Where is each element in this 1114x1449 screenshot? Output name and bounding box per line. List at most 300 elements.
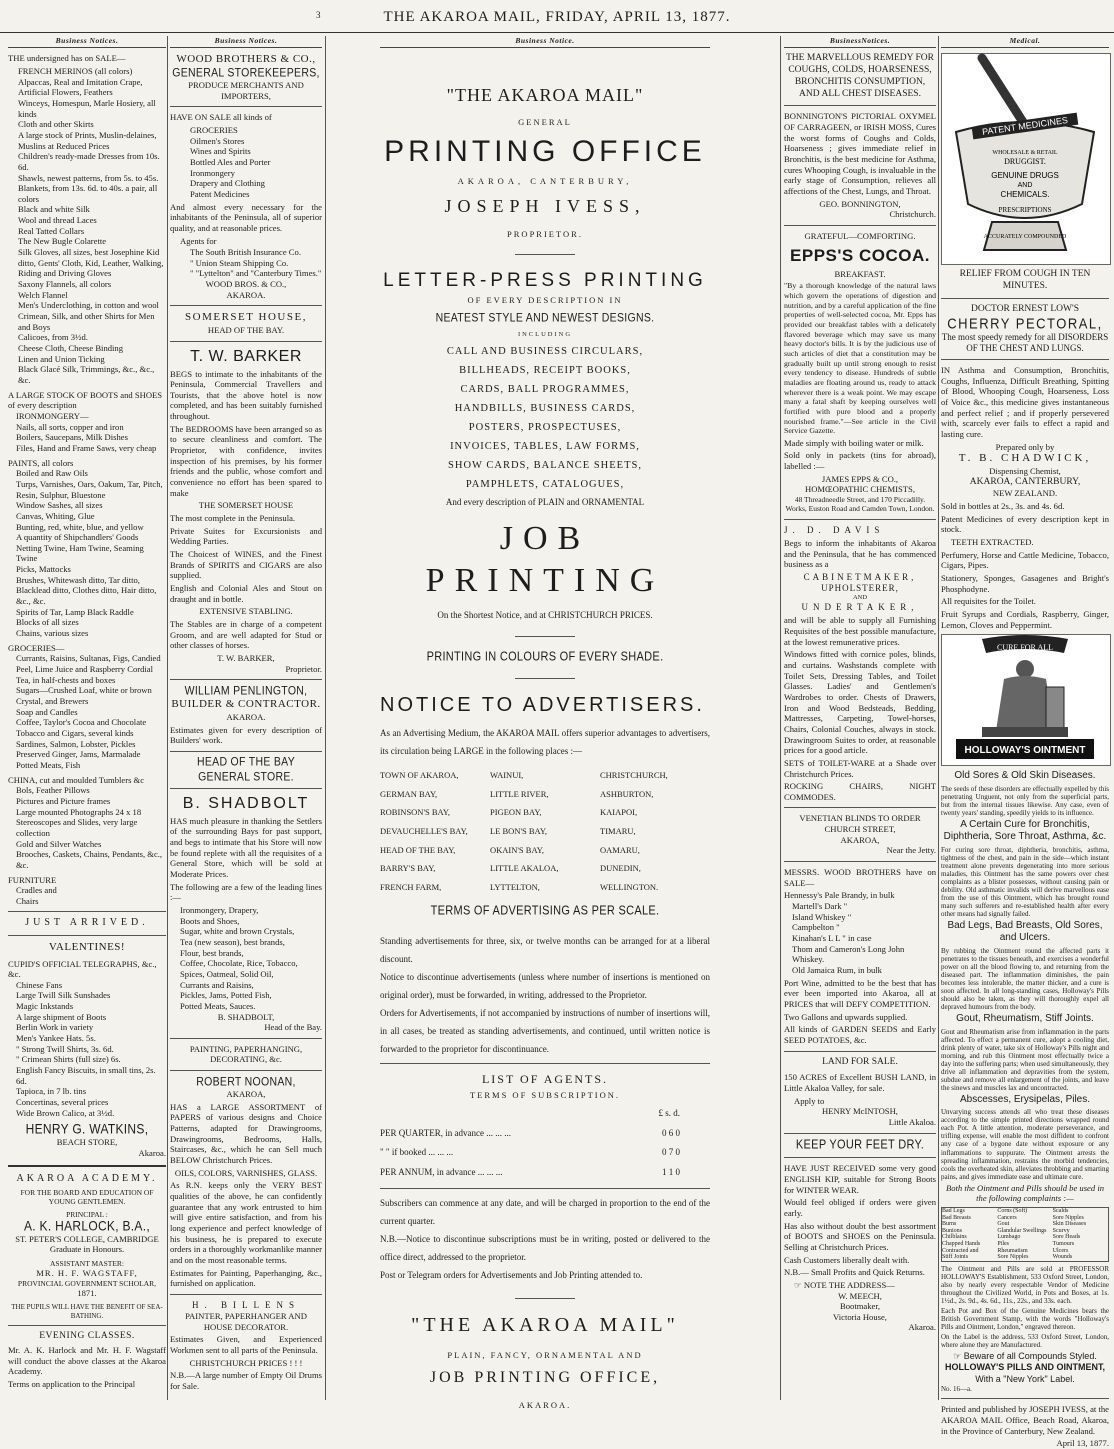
- list-item: Cradles and: [16, 885, 57, 896]
- list-item: ROBINSON'S BAY,: [380, 807, 451, 818]
- list-item: Nails, all sorts, copper and iron: [16, 421, 124, 432]
- relief-heading: RELIEF FROM COUGH IN TEN MINUTES.: [959, 269, 1091, 292]
- mortar-label-7: ACCURATELY COMPOUNDED: [983, 234, 1067, 241]
- list-item: Corns (Soft): [997, 1208, 1028, 1215]
- list-item: Skin Diseases: [1052, 1221, 1087, 1228]
- meech-trade: Bootmaker,: [840, 1301, 880, 1312]
- list-item: Scalds: [1052, 1208, 1069, 1215]
- list-item: A large stock of Prints, Muslin-delaines, Muslins at Reduced Prices: [18, 129, 157, 151]
- divider: [170, 1294, 322, 1295]
- penlington-trade: BUILDER & CONTRACTOR.: [171, 698, 321, 711]
- plain-ornamental: And every description of PLAIN and ORNAMENTAL: [445, 496, 645, 507]
- terms-subscription: TERMS OF SUBSCRIPTION.: [469, 1090, 621, 1101]
- general-label: GENERAL: [518, 116, 572, 127]
- list-item: Black Glacé Silk, Trimmings, &c., &c., &c.: [18, 364, 155, 385]
- noonan-text-2: OILS, COLORS, VARNISHES, GLASS.: [174, 1167, 318, 1178]
- principal-name: A. K. HARLOCK, B.A.,: [23, 1217, 151, 1234]
- venetian-near: Near the Jetty.: [886, 845, 936, 856]
- mortar-pestle-illustration: [941, 53, 1111, 265]
- divider: [8, 1165, 166, 1167]
- letterpress-heading: LETTER-PRESS PRINTING: [383, 269, 707, 291]
- footer-title: "THE AKAROA MAIL": [411, 1314, 679, 1337]
- cherry-text: IN Asthma and Consumption, Bronchitis, Coughs, Influenza, Difficult Breathing, Spitting of Blood, Whooping Cough, Hoarseness, Loss of Voice &c., this medicine gives instantaneous and perfect relief ; and if properly persevered with, scarcely ever fails to effect a rapid and lasting cure.: [941, 365, 1109, 439]
- list-item: Chapped Hands: [942, 1240, 981, 1247]
- list-item: Burns: [942, 1221, 957, 1228]
- list-item: Alpaccas, Real and Imitation Crape, Artificial Flowers, Feathers: [18, 76, 143, 98]
- billens-prices: CHRISTCHURCH PRICES ! ! !: [189, 1357, 303, 1368]
- list-shadbolt: [170, 905, 322, 1012]
- list-item: A large shipment of Boots: [16, 1011, 107, 1022]
- list-spirits: [784, 890, 936, 975]
- proprietor-name: JOSEPH IVESS,: [444, 195, 646, 216]
- complaints-table: [941, 1207, 1109, 1262]
- epps-cocoa: EPPS'S COCOA.: [790, 245, 930, 265]
- davis-name: J. D. DAVIS: [784, 524, 885, 535]
- barker-name: T. W. BARKER: [190, 347, 302, 365]
- divider: [784, 1051, 936, 1052]
- undertaker: UNDERTAKER,: [801, 602, 919, 613]
- venetian-place: AKAROA,: [840, 834, 880, 845]
- list-ironmongery: [8, 390, 166, 454]
- remedy-heading: THE MARVELLOUS REMEDY FOR COUGHS, COLDS, HOARSENESS, BRONCHITIS CONSUMPTION, AND ALL CHEST DISEASES.: [786, 53, 934, 99]
- list-item: Stereoscopes and Slides, very large collection: [16, 817, 138, 838]
- divider: [784, 1133, 936, 1134]
- list-china: [8, 775, 166, 871]
- seated-figure-icon: [942, 635, 1108, 765]
- noonan-text: HAS a LARGE ASSORTMENT of PAPERS of various designs and Choice Patterns, adapted for Drawingrooms, Drawingrooms, Bedrooms, Halls, Staircases, &c., which he can Sell much BELOW Christchurch Prices.: [170, 1101, 322, 1166]
- list-item: IRONMONGERY—: [16, 410, 89, 421]
- mortar-pestle-icon: [942, 54, 1108, 264]
- list-item: Currants and Raisins,: [180, 979, 254, 990]
- list-item: Linen and Union Ticking: [18, 353, 105, 364]
- list-item: A LARGE STOCK OF BOOTS and SHOES of every description: [8, 389, 163, 411]
- issue-date: April 13, 1877.: [1056, 1438, 1109, 1449]
- breakfast-label: BREAKFAST.: [834, 268, 886, 279]
- list-item: GROCERIES: [190, 124, 238, 135]
- towns-list: [380, 766, 710, 897]
- section-header: Business Notices.: [170, 36, 322, 48]
- divider: [515, 1298, 575, 1299]
- shadbolt-sign: B. SHADBOLT,: [217, 1011, 275, 1022]
- mortar-label-2: DRUGGIST.: [1004, 157, 1046, 167]
- epps-text-3: Sold only in packets (tins for abroad), labelled :—: [784, 450, 936, 472]
- column-3: [380, 36, 710, 1411]
- epps-sign-2: HOMŒOPATHIC CHEMISTS,: [805, 484, 915, 495]
- bad-legs-heading: Bad Legs, Bad Breasts, Old Sores, and Ulcers.: [947, 919, 1103, 944]
- shortest-notice: On the Shortest Notice, and at CHRISTCHURCH PRICES.: [437, 610, 653, 621]
- list-item: Sardines, Salmon, Lobster, Pickles: [16, 738, 136, 749]
- list-item: POSTERS, PROSPECTUSES,: [468, 421, 622, 433]
- epps-sign: JAMES EPPS & CO.,: [821, 473, 899, 484]
- stabling-heading: EXTENSIVE STABLING.: [199, 606, 293, 617]
- epps-text: "By a thorough knowledge of the natural laws which govern the operations of digestion and nutrition, and by a careful application of the fine properties of well-selected cocoa, Mr. Epps has provided our breakfast tables with a delicately flavored beverage which may save us many heavy doctor's bills. It is by the judicious use of such articles of diet that a constitution may be gradually built up until strong enough to resist every tendency to disease. Hundreds of subtle maladies are floating around us, ready to attack wherever there is a weak point. We may escape many a fatal shaft by keeping ourselves well fortified with pure blood and a properly nourished frame."—See article in the Civil Service Gazette.: [784, 281, 936, 436]
- list-agents: [170, 247, 322, 279]
- penlington-name: WILLIAM PENLINGTON,: [184, 684, 308, 699]
- list-item: Chinese Fans: [16, 979, 63, 990]
- mortar-label-1: WHOLESALE & RETAIL: [992, 150, 1058, 157]
- billens-note: N.B.—A large number of Empty Oil Drums for Sale.: [170, 1370, 322, 1392]
- teeth-extracted: TEETH EXTRACTED.: [951, 536, 1034, 547]
- list-item: PIGEON BAY,: [490, 807, 542, 818]
- colours-heading: PRINTING IN COLOURS OF EVERY SHADE.: [426, 649, 664, 664]
- keep-text-5: N.B.— Small Profits and Quick Returns.: [784, 1267, 925, 1278]
- cherry-subtitle: The most speedy remedy for all DISORDERS OF THE CHEST AND LUNGS.: [941, 331, 1109, 353]
- evening-terms: Terms on application to the Principal: [8, 1378, 136, 1389]
- job-printing: JOB PRINTING: [425, 520, 665, 600]
- somerset-house: SOMERSET HOUSE,: [185, 311, 307, 324]
- list-item: Sore Nipples: [997, 1254, 1029, 1261]
- holloway-pills: HOLLOWAY'S PILLS AND OINTMENT,: [945, 1362, 1105, 1373]
- including-label: INCLUDING: [517, 330, 573, 338]
- toilet-requisites: All requisites for the Toilet.: [941, 596, 1036, 607]
- list-item: Piles: [997, 1240, 1009, 1247]
- row-value: 0 6 0: [662, 1127, 680, 1138]
- wood-sign-place: AKAROA.: [226, 289, 266, 300]
- penlington-text: Estimates given for every description of Builders' work.: [170, 724, 322, 746]
- list-item: Black and white Silk: [18, 204, 90, 215]
- table-row: [380, 1163, 710, 1183]
- meech-house: Victoria House,: [833, 1311, 887, 1322]
- terms-advertising: TERMS OF ADVERTISING AS PER SCALE.: [430, 903, 660, 918]
- row-value: 1 1 0: [662, 1167, 680, 1178]
- list-item: Potted Meats, Fish: [16, 759, 81, 770]
- list-item: Scurvy: [1052, 1227, 1070, 1234]
- list-item: Drapery and Clothing: [190, 178, 265, 189]
- assistant-scholar: PROVINCIAL GOVERNMENT SCHOLAR,: [17, 1278, 157, 1288]
- davis-text-2: and will be able to supply all Furnishing Requisites of the best possible manufacture, at the lowest remunerative prices.: [784, 615, 936, 647]
- watkins-name: HENRY G. WATKINS,: [25, 1121, 149, 1138]
- academy-title: AKAROA ACADEMY.: [16, 1172, 158, 1184]
- keep-text-4: Cash Customers liberally dealt with.: [784, 1254, 910, 1265]
- land-apply: Apply to: [794, 1095, 825, 1106]
- list-item: Sore Nipples: [1052, 1214, 1084, 1221]
- list-item: Blankets, from 13s. 6d. to 40s. a pair, all colors: [18, 183, 158, 204]
- label-note-2: On the Label is the address, 533 Oxford Street, London, where alone they are Manufactured.: [941, 1333, 1109, 1350]
- list-item: CHRISTCHURCH,: [600, 770, 668, 781]
- divider: [170, 106, 322, 107]
- list-item: Ironmongery: [190, 167, 235, 178]
- divider: [380, 1063, 710, 1064]
- noonan-text-3: As R.N. keeps only the VERY BEST qualities of the above, he can confidently guarantee that any work entrusted to him will give entire satisfaction, and from his long experience and perfect knowledge of his business, he is prepared to execute orders in a thoroughly workmanlike manner and on the most reasonable terms.: [170, 1180, 322, 1265]
- noonan-text-4: Estimates for Painting, Paperhanging, &c., furnished on application.: [170, 1267, 322, 1289]
- para-orders: Orders for Advertisements, if not accompanied by instructions of number of insertions will, in all cases, be treated as standing advertisements, and continued, until written notice is forwarded to the proprietor for discontinuance.: [380, 1008, 710, 1055]
- list-item: INVOICES, TABLES, LAW FORMS,: [450, 440, 640, 452]
- divider: [515, 678, 575, 679]
- list-item: CUPID'S OFFICIAL TELEGRAPHS, &c., &c.: [8, 958, 157, 980]
- abscesses-text: Unvarying success attends all who treat these diseases according to the simple printed directions wrapped round each Pot. A little attention, moderate perseverance, and trifling expense, will enable the most diffident to confront any case of a bygone date without exposure or any inflammations to suppurate. The Ointment arrests the spreading inflammation, restrains the morbid tendencies, cools the overheated skin, alleviates throbbing and smarting pains, and gives immediate ease and ultimate cure.: [941, 1108, 1109, 1181]
- list-item: KAIAPOI,: [600, 807, 638, 818]
- list-item: Bottled Ales and Porter: [190, 156, 271, 167]
- wood-text: And almost every necessary for the inhabitants of the Peninsula, all of superior quality, and at reasonable prices.: [170, 201, 322, 233]
- list-item: Crimean, Silk, and other Shirts for Men and Boys: [18, 311, 155, 332]
- new-york-label: With a "New York" Label.: [975, 1373, 1075, 1384]
- list-item: FRENCH MERINOS (all colors): [18, 65, 133, 76]
- barker-text-3: The most complete in the Peninsula.: [170, 513, 296, 524]
- cure-banner: CURE FOR ALL: [996, 643, 1054, 653]
- barker-sign: T. W. BARKER,: [217, 652, 275, 663]
- sold-ointment: The Ointment and Pills are sold at PROFESSOR HOLLOWAY'S Establishment, 533 Oxford Street, London, also by nearly every respectable Vendor of Medicine throughout the Civilized World, in Pots and Boxes, at 1s. 1½d., 2s. 9d., 4s. 6d., 11s., 22s., and 33s. each.: [941, 1264, 1109, 1305]
- list-item: Thom and Cameron's Long John Whiskey.: [792, 943, 905, 965]
- list-item: Brushes, Whitewash ditto, Tar ditto, Blacklead ditto, Clothes ditto, Hair ditto, &c., &c.: [16, 574, 157, 607]
- list-item: TIMARU,: [600, 826, 636, 837]
- valentines-heading: VALENTINES!: [48, 940, 126, 953]
- epps-text-2: Made simply with boiling water or milk.: [784, 437, 924, 448]
- subs-header: £ s. d.: [658, 1107, 680, 1118]
- mail-title: "THE AKAROA MAIL": [446, 85, 644, 106]
- list-item: Flour, best brands,: [180, 947, 244, 958]
- shadbolt-text: HAS much pleasure in thanking the Settlers of the surrounding Bays for past support, and begs to intimate that his Store will now be found replete with all the requisites of a General Store, which will be sold at Moderate Prices.: [170, 815, 322, 879]
- shadbolt-name: B. SHADBOLT: [182, 794, 310, 812]
- land-text: 150 ACRES of Excellent BUSH LAND, in Little Akaloa Valley, for sale.: [784, 1072, 936, 1094]
- list-item: LITTLE RIVER,: [490, 788, 549, 799]
- footer-place: AKAROA.: [518, 1400, 572, 1411]
- college: ST. PETER'S COLLEGE, CAMBRIDGE: [15, 1233, 159, 1244]
- list-item: FRENCH FARM,: [380, 882, 442, 893]
- divider: [170, 1070, 322, 1071]
- list-item: Tea (new season), best brands,: [180, 936, 285, 947]
- list-item: Children's ready-made Dresses from 10s. 6d.: [18, 151, 160, 172]
- list-item: Potted Meats, Sauces.: [180, 1000, 256, 1011]
- wood-brothers-subtitle-2: PRODUCE MERCHANTS AND IMPORTERS,: [188, 79, 304, 101]
- divider: [784, 1157, 936, 1158]
- venetian-blinds: VENETIAN BLINDS TO ORDER: [799, 813, 921, 824]
- label-note: Each Pot and Box of the Genuine Medicines bears the British Government Stamp, with the words "Holloway's Pills and Ointment, London," engraved thereon.: [941, 1307, 1109, 1332]
- list-wood-items: [170, 125, 322, 200]
- assistant-name: MR. H. F. WAGSTAFF,: [36, 1268, 138, 1279]
- venetian-street: CHURCH STREET,: [824, 824, 896, 835]
- meech-name: W. MEECH,: [838, 1290, 882, 1301]
- list-item: Netting Twine, Ham Twine, Seaming Twine: [16, 542, 144, 564]
- list-item: HANDBILLS, BUSINESS CARDS,: [454, 402, 636, 414]
- list-item: OKAIN'S BAY,: [490, 844, 544, 855]
- list-item: Wool and thread Laces: [18, 215, 97, 226]
- list-item: Sore Heads: [1052, 1234, 1081, 1241]
- list-item: Preserved Ginger, Jams, Marmalade: [16, 749, 141, 760]
- list-item: Glandular Swellings: [997, 1227, 1047, 1234]
- mortar-label-6: PRESCRIPTIONS: [998, 206, 1052, 215]
- evening-classes: EVENING CLASSES.: [39, 1331, 135, 1342]
- para-discontinue: Notice to discontinue advertisements (unless where number of insertions is mentioned on original order), must be forwarded, in writing, addressed to the Proprietor.: [380, 972, 710, 1001]
- divider: [941, 1398, 1109, 1399]
- list-printing-products: [380, 345, 710, 491]
- list-item: Tumours: [1052, 1240, 1075, 1247]
- list-cupids: [8, 959, 166, 1119]
- list-item: Shawls, newest patterns, from 5s. to 45s.: [18, 172, 159, 183]
- holloway-illustration: [941, 634, 1111, 766]
- principal-label: PRINCIPAL :: [66, 1209, 108, 1219]
- epps-address: 48 Threadneedle Street, and 170 Piccadilly. Works, Euston Road and Camden Town, London.: [785, 495, 935, 514]
- divider: [8, 935, 166, 936]
- footer-job: JOB PRINTING OFFICE,: [429, 1369, 661, 1387]
- messrs-wood: MESSRS. WOOD BROTHERS have on SALE—: [784, 867, 936, 888]
- list-item: GERMAN BAY,: [380, 788, 438, 799]
- keep-text: HAVE JUST RECEIVED some very good ENGLISH KIP, suitable for Strong Boots for WINTER WEAR.: [784, 1163, 936, 1195]
- divider: [784, 105, 936, 106]
- divider: [170, 751, 322, 752]
- list-item: A quantity of Shipchandlers' Goods: [16, 532, 139, 543]
- chadwick-country: NEW ZEALAND.: [992, 488, 1058, 499]
- list-item: Bad Breasts: [942, 1214, 971, 1221]
- row-label: PER ANNUM, in advance ... ... ...: [380, 1167, 503, 1178]
- table-row: [380, 1124, 710, 1144]
- bonnington-place: Christchurch.: [889, 209, 936, 220]
- list-item: PAINTS, all colors: [8, 457, 74, 468]
- list-item: Blocks of all sizes: [16, 617, 79, 628]
- column-rule: [938, 36, 939, 1400]
- barker-sign-title: Proprietor.: [285, 663, 322, 674]
- subscription-table: [380, 1104, 710, 1183]
- davis-text-4: SETS of TOILET-WARE at a Shade over Christchurch Prices.: [784, 757, 936, 779]
- list-item: Concertinas, several prices: [16, 1097, 109, 1108]
- divider: [8, 911, 166, 912]
- noonan-place: AKAROA,: [226, 1089, 266, 1100]
- list-item: Men's Yankee Hats. 5s.: [16, 1033, 96, 1044]
- section-header: BusinessNotices.: [784, 36, 936, 48]
- ad-intro: THE undersigned has on SALE—: [8, 53, 126, 64]
- column-2: [170, 36, 322, 1400]
- list-item: Campbelton ": [792, 922, 840, 933]
- list-item: Wounds: [1052, 1254, 1073, 1261]
- list-item: Winceys, Homespun, Marle Hosiery, all kinds: [18, 97, 156, 119]
- port-wine: Port Wine, admitted to be the best that has ever been imported into Akaroa, all at PRICES that will DEFY COMPETITION.: [784, 977, 936, 1009]
- list-item: Currants, Raisins, Sultanas, Figs, Candied Peel, Lime Juice and Raspberry Cordial: [16, 653, 161, 675]
- list-item: Pickles, Jams, Potted Fish,: [180, 990, 272, 1001]
- penlington-place: AKAROA.: [226, 711, 266, 722]
- watkins-place: Akaroa.: [138, 1147, 166, 1158]
- newspaper-title: THE AKAROA MAIL, FRIDAY, APRIL 13, 1877.: [383, 9, 731, 25]
- barker-text-4: Private Suites for Excursionists and Wedding Parties.: [170, 525, 322, 547]
- column-4: [784, 36, 936, 1400]
- divider: [8, 1325, 166, 1326]
- list-drapery: [8, 66, 166, 386]
- divider: [170, 788, 322, 789]
- painting-heading: PAINTING, PAPERHANGING, DECORATING, &c.: [189, 1043, 303, 1065]
- stabling-text: The Stables are in charge of a competent Groom, and are well adapted for Stud or other classes of horses.: [170, 618, 322, 651]
- list-item: Tapioca, in 7 lb. tins: [16, 1086, 87, 1097]
- head-bay-store: HEAD OF THE BAY GENERAL STORE.: [196, 754, 296, 784]
- gout-text: Gout and Rheumatism arise from inflammation in the parts affected. To effect a permanent cure, adopt a cooling diet, drink plenty of water, take six of Holloway's Pills night and morning, and rub this Ointment most effectually twice a day into the suffering parts; when used simultaneously, they drive all inflammation and depravities from the system, subdue and remove all enlargement of the joints, and leave the sinews and muscles lax and uncontracted.: [941, 1027, 1109, 1092]
- list-item: The New Bugle Colarette: [18, 236, 107, 247]
- divider: [515, 636, 575, 637]
- printed-by: Printed and published by JOSEPH IVESS, at the AKAROA MAIL Office, Beach Road, Akaroa, in the Province of Canterbury, New Zealand.: [941, 1404, 1109, 1436]
- barker-text-6: English and Colonial Ales and Stout on draught and in bottle.: [170, 582, 322, 604]
- abscesses-heading: Abscesses, Erysipelas, Piles.: [959, 1093, 1091, 1105]
- list-item: Men's Underclothing, in cotton and wool: [18, 300, 159, 311]
- list-item: Sugars—Crushed Loaf, white or brown Crystal, and Brewers: [16, 685, 152, 707]
- list-item: LYTTELTON,: [490, 882, 540, 893]
- list-item: Chairs: [16, 895, 39, 906]
- mortar-label-5: CHEMICALS.: [1000, 190, 1050, 200]
- list-item: HEAD OF THE BAY,: [380, 844, 456, 855]
- divider: [784, 807, 936, 808]
- list-item: Boiled and Raw Oils: [16, 468, 88, 479]
- list-item: Bunting, red, white, blue, and yellow: [16, 521, 144, 532]
- list-item: ASHBURTON,: [600, 788, 654, 799]
- wood-brothers-subtitle: GENERAL STOREKEEPERS,: [172, 65, 320, 80]
- list-item: PAMPHLETS, CATALOGUES,: [465, 478, 625, 490]
- upholsterer: UPHOLSTERER,: [821, 582, 899, 593]
- land-for-sale: LAND FOR SALE.: [822, 1056, 898, 1067]
- page-number: 3: [316, 10, 321, 20]
- list-item: " Union Steam Shipping Co.: [190, 257, 289, 268]
- list-item: Wide Brown Calico, at 3½d.: [16, 1107, 115, 1118]
- old-sores-text: The seeds of these disorders are effectually expelled by this penetrating Unguent, not only from the superficial parts, but from the internal tissues likewise. Any case, even of twenty years' standing, speedily yields to its influence.: [941, 784, 1109, 817]
- divider: [170, 679, 322, 680]
- pointing-hand-icon: ☞: [953, 1351, 964, 1362]
- mortar-banner: PATENT MEDICINES: [981, 115, 1069, 138]
- list-item: Large Twill Silk Sunshades: [16, 990, 111, 1001]
- cherry-pectoral: CHERRY PECTORAL,: [947, 314, 1103, 332]
- agents-label: Agents for: [180, 236, 217, 247]
- row-label: " " if booked ... ... ...: [380, 1147, 454, 1158]
- list-item: DUNEDIN,: [600, 863, 641, 874]
- list-item: Old Jamaica Rum, in bulk: [792, 965, 882, 976]
- davis-text-5: ROCKING CHAIRS, NIGHT COMMODES.: [784, 781, 936, 802]
- every-description: OF EVERY DESCRIPTION IN: [467, 295, 623, 306]
- list-item: Soap and Candles: [16, 706, 78, 717]
- row-label: PER QUARTER, in advance ... ... ...: [380, 1127, 511, 1138]
- shadbolt-sign-2: Head of the Bay.: [264, 1022, 322, 1033]
- bad-legs-text: By rubbing the Ointment round the affected parts it penetrates to the tissues beneath, and exercises a wonderful power on all the blood flowing to, and returning from the diseased part. The inflammation diminishes, the pain becomes less intolerable, the matter thicker, and a cure is soon affected. In all long-standing cases, Holloway's Pills should also be taken, as they will thoroughly expel all depraved humours from the body.: [941, 946, 1109, 1012]
- land-sign: HENRY McINTOSH,: [822, 1106, 898, 1117]
- barker-house: THE SOMERSET HOUSE: [198, 500, 294, 511]
- port-wine-3: All kinds of GARDEN SEEDS and Early SEED POTATOES, &c.: [784, 1024, 936, 1045]
- list-item: Coffee, Taylor's Cocoa and Chocolate: [16, 717, 147, 728]
- list-item: Bols, Feather Pillows: [16, 785, 90, 796]
- patent-medicines: Patent Medicines of every description kept in stock.: [941, 513, 1109, 535]
- billens-text: Estimates Given, and Experienced Workmen sent to all parts of the Peninsula.: [170, 1334, 322, 1356]
- shadbolt-text-2: The following are a few of the leading lines :—: [170, 881, 322, 903]
- column-5: [941, 36, 1109, 1449]
- section-header: Business Notices.: [8, 36, 166, 48]
- note-address: [784, 1280, 936, 1291]
- bonnington-text: BONNINGTON'S PICTORIAL OXYMEL OF CARRAGEEN, or IRISH MOSS, Cures the worst forms of Coughs and Colds, Hoarseness ; gives immediate relief in Bronchitis, is the best medicine for Asthma, cures Whooping Cough, is invaluable in the early stage of Consumption, relieves all affections of the Chest, Lungs, and Throat.: [784, 111, 936, 196]
- holloway-label: HOLLOWAY'S OINTMENT: [964, 745, 1086, 757]
- bonnington-sign: GEO. BONNINGTON,: [819, 198, 901, 209]
- notice-to-advertisers: NOTICE TO ADVERTISERS.: [380, 694, 705, 717]
- neatest-style: NEATEST STYLE AND NEWEST DESIGNS.: [435, 310, 655, 325]
- college-graduate: Graduate in Honours.: [49, 1244, 125, 1255]
- list-item: GROCERIES—: [8, 642, 65, 653]
- list-furniture: [8, 875, 166, 907]
- list-item: Island Whiskey ": [792, 911, 852, 922]
- para-standing: Standing advertisements for three, six, or twelve months can be arranged for at a liberal discount.: [380, 936, 710, 965]
- chadwick-name: T. B. CHADWICK,: [958, 452, 1092, 465]
- divider: [515, 254, 575, 255]
- divider: [784, 225, 936, 226]
- bronchitis-text: For curing sore throat, diphtheria, bronchitis, asthma, tightness of the chest, and pain in the side—which instant treatment alone prevents degenerating into more serious maladies, this Ointment has the same powers over chest complaints as a blister possesses, without causing pain or debility. Old asthmatic invalids will derive marvellous ease from the use of this Ointment, which has brought round many such sufferers and re-established health after every other means had signally failed.: [941, 845, 1109, 918]
- keep-text-3: Has also without doubt the best assortment of BOOTS and SHOES on the Peninsula. Selling at Christchurch Prices.: [784, 1220, 936, 1252]
- keep-text-2: Would feel obliged if orders were given early.: [784, 1197, 936, 1218]
- list-groceries: [8, 643, 166, 771]
- section-header: Business Notice.: [380, 36, 710, 48]
- divider: [784, 519, 936, 520]
- list-item: English Fancy Biscuits, in small tins, 2s. 6d.: [16, 1065, 156, 1086]
- divider: [941, 359, 1109, 360]
- land-sign-2: Little Akaloa.: [888, 1117, 936, 1127]
- somerset-location: HEAD OF THE BAY.: [207, 325, 285, 336]
- divider: [170, 305, 322, 306]
- perfumery: Perfumery, Horse and Cattle Medicine, Tobacco, Cigars, Pipes.: [941, 549, 1109, 571]
- cabinetmaker: CABINETMAKER,: [803, 571, 917, 582]
- list-item: Spirits of Tar, Lamp Black Raddle: [16, 606, 134, 617]
- list-item: Kinahan's L L " in case: [792, 933, 872, 944]
- list-item: Welch Flannel: [18, 289, 68, 300]
- divider: [170, 341, 322, 342]
- footer-subtitle: PLAIN, FANCY, ORNAMENTAL AND: [447, 1349, 643, 1360]
- list-item: Canvas, Whiting, Glue: [16, 510, 95, 521]
- section-header: Medical.: [941, 36, 1109, 48]
